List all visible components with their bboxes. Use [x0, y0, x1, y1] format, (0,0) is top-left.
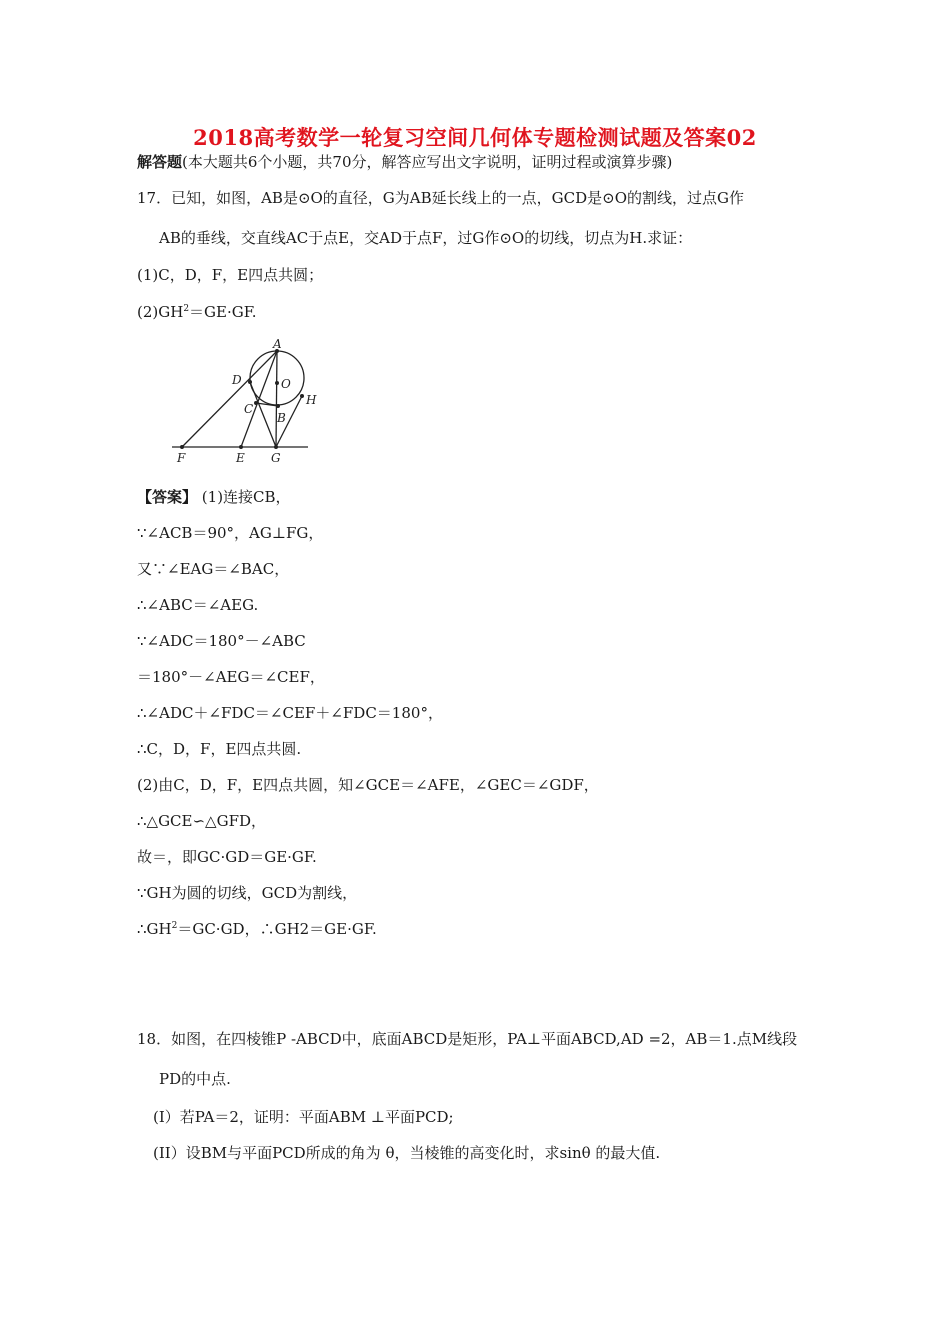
answer-line-12-pre: ∴GH [137, 920, 172, 938]
segment-gd [250, 382, 276, 447]
point-e [239, 445, 243, 449]
point-c [254, 401, 258, 405]
label-e: E [236, 451, 245, 465]
answer-line-1: ∵∠ACB＝90°，AG⊥FG， [137, 524, 324, 542]
point-d [248, 380, 252, 384]
q18-part1: (I）若PA＝2，证明：平面ABM ⊥平面PCD; [153, 1108, 454, 1126]
segment-fa [182, 351, 277, 447]
section-header [137, 152, 672, 172]
q17-part2 [137, 302, 257, 322]
answer-line-5: ＝180°－∠AEG＝∠CEF， [137, 668, 325, 686]
answer-line-9: ∴△GCE∽△GFD， [137, 812, 267, 830]
section-heading: 解答题 [137, 153, 183, 171]
answer-line-8: (2)由C，D，F，E四点共圆，知∠GCE＝∠AFE，∠GEC＝∠GDF， [137, 776, 599, 794]
answer-line-6: ∴∠ADC＋∠FDC＝∠CEF＋∠FDC＝180°， [137, 704, 443, 722]
point-f [180, 445, 184, 449]
label-o: O [281, 377, 291, 391]
q17-part2-pre: (2)GH [137, 303, 184, 321]
answer-line-3: ∴∠ABC＝∠AEG. [137, 596, 259, 614]
point-o [275, 381, 279, 385]
answer-line-10: 故＝，即GC·GD＝GE·GF. [137, 848, 317, 866]
answer-line-7: ∴C，D，F，E四点共圆. [137, 740, 302, 758]
label-b: B [277, 411, 286, 425]
section-note: (本大题共6个小题，共70分，解答应写出文字说明，证明过程或演算步骤) [182, 153, 673, 171]
label-g: G [271, 451, 281, 465]
answer-line-2: 又∵∠EAG＝∠BAC， [137, 560, 290, 578]
q18-line2: PD的中点. [159, 1070, 231, 1088]
point-b [276, 404, 280, 408]
point-g [274, 445, 278, 449]
q18-part2: (II）设BM与平面PCD所成的角为 θ，当棱锥的高变化时，求sinθ 的最大值. [153, 1144, 661, 1162]
answer-line-0: (1)连接CB， [201, 488, 291, 506]
point-h [300, 394, 304, 398]
q17-line2: AB的垂线，交直线AC于点E，交AD于点F，过G作⊙O的切线，切点为H.求证： [159, 229, 693, 247]
q17-part2-sup: 2 [183, 304, 190, 314]
label-h: H [306, 393, 317, 407]
answer-line-12-post: ＝GC·GD，∴GH2＝GE·GF. [177, 920, 377, 938]
q17-part1: (1)C，D，F，E四点共圆； [137, 266, 324, 284]
answer-line-11: ∵GH为圆的切线，GCD为割线， [137, 884, 358, 902]
answer-line-12 [137, 919, 377, 939]
answer-line-4: ∵∠ADC＝180°－∠ABC [137, 632, 306, 650]
q18-line1: 18．如图，在四棱锥P -ABCD中，底面ABCD是矩形，PA⊥平面ABCD,AD =2，AB＝1.点M线段 [137, 1030, 798, 1048]
answer-heading [137, 487, 291, 507]
segment-ea [241, 351, 277, 447]
label-f: F [177, 451, 186, 465]
geometry-figure [168, 336, 348, 472]
label-c: C [244, 402, 254, 416]
answer-tag: 【答案】 [137, 488, 198, 506]
q17-line1: 17．已知，如图，AB是⊙O的直径，G为AB延长线上的一点，GCD是⊙O的割线，过点G作 [137, 189, 744, 207]
label-a: A [273, 337, 282, 351]
label-d: D [232, 373, 242, 387]
document-title: 2018高考数学一轮复习空间几何体专题检测试题及答案02 [193, 125, 757, 150]
q17-part2-post: ＝GE·GF. [189, 303, 257, 321]
answer-line-12-sup: 2 [171, 921, 178, 931]
segment-ag [276, 351, 277, 447]
